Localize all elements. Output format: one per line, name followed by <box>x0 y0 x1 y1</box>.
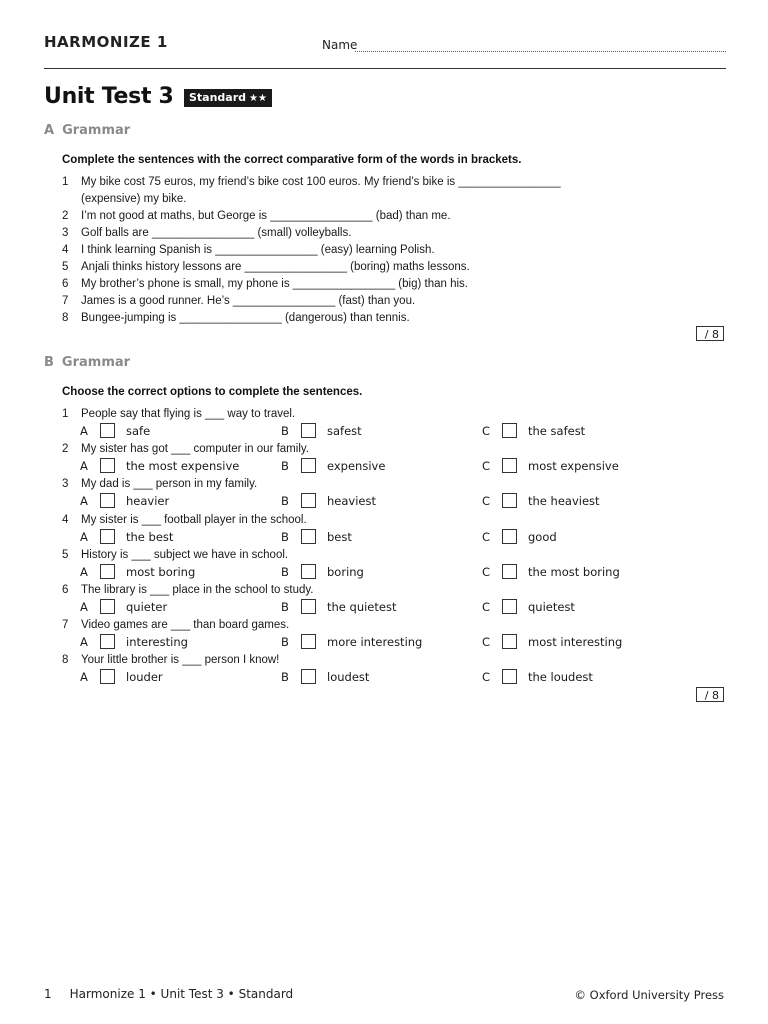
answer-checkbox[interactable] <box>100 564 115 579</box>
option-letter: C <box>482 459 491 474</box>
option-text: safe <box>126 424 151 438</box>
options-row <box>80 423 700 441</box>
option-text: expensive <box>327 459 386 474</box>
brand-logo: HARMONIZE 1 <box>44 33 168 51</box>
badge-label: Standard <box>189 91 247 104</box>
option-letter: B <box>281 600 289 614</box>
option-text: the loudest <box>528 670 593 685</box>
section-a-instruction: Complete the sentences with the correct comparative form of the words in brackets. <box>62 154 522 166</box>
section-b-letter: B <box>44 355 54 370</box>
question-number: 3 <box>62 227 69 239</box>
level-badge <box>184 89 272 107</box>
question-text: My sister has got ___ computer in our family. <box>81 443 309 456</box>
answer-checkbox[interactable] <box>502 599 517 614</box>
option-letter: A <box>80 670 88 685</box>
answer-checkbox[interactable] <box>301 634 316 649</box>
answer-checkbox[interactable] <box>301 564 316 579</box>
question-text: My brother’s phone is small, my phone is ________________ (big) than his. <box>81 278 468 290</box>
option-letter: C <box>482 494 491 509</box>
section-b-score-box: / 8 <box>696 687 724 702</box>
question-text: Video games are ___ than board games. <box>81 619 290 632</box>
section-a-heading <box>44 123 130 138</box>
answer-checkbox[interactable] <box>502 564 517 579</box>
options-row <box>80 529 700 547</box>
option-text: safest <box>327 424 362 438</box>
answer-checkbox[interactable] <box>100 669 115 684</box>
option-text: interesting <box>126 635 188 650</box>
answer-checkbox[interactable] <box>301 458 316 473</box>
question-number: 6 <box>62 584 69 596</box>
option-text: the best <box>126 529 174 544</box>
answer-checkbox[interactable] <box>100 423 115 438</box>
option-letter: A <box>80 635 88 650</box>
option-letter: B <box>281 670 289 685</box>
option-text: best <box>327 529 352 544</box>
options-row <box>80 634 700 652</box>
question-text: History is ___ subject we have in school. <box>81 548 289 561</box>
question-text: My sister is ___ football player in the school. <box>81 513 307 526</box>
answer-checkbox[interactable] <box>502 669 517 684</box>
options-row <box>80 599 700 617</box>
question-text: My bike cost 75 euros, my friend’s bike cost 100 euros. My friend’s bike is ________________ <box>81 176 561 188</box>
question-number: 1 <box>62 176 69 188</box>
question-text: People say that flying is ___ way to travel. <box>81 408 296 420</box>
question-text: I’m not good at maths, but George is ________________ (bad) than me. <box>81 210 451 222</box>
section-b-title: Grammar <box>61 355 131 370</box>
question-number: 5 <box>62 548 69 561</box>
answer-checkbox[interactable] <box>100 458 115 473</box>
option-text: most expensive <box>528 459 619 474</box>
option-letter: A <box>80 564 88 579</box>
option-letter: C <box>482 564 491 579</box>
question-number: 5 <box>62 261 69 273</box>
option-text: loudest <box>327 670 370 685</box>
header-divider <box>44 68 726 69</box>
option-text: good <box>528 529 557 544</box>
option-letter: C <box>482 529 491 544</box>
answer-checkbox[interactable] <box>502 529 517 544</box>
option-text: the quietest <box>327 600 397 614</box>
option-letter: C <box>482 670 491 685</box>
question-number: 3 <box>62 478 69 491</box>
answer-checkbox[interactable] <box>301 529 316 544</box>
option-letter: A <box>80 529 88 544</box>
answer-checkbox[interactable] <box>301 599 316 614</box>
question-number: 4 <box>62 244 69 256</box>
option-text: quietest <box>528 600 575 614</box>
option-text: louder <box>126 670 163 685</box>
question-number: 8 <box>62 312 69 324</box>
question-text: (expensive) my bike. <box>81 193 187 205</box>
name-field[interactable] <box>322 38 726 54</box>
name-label: Name <box>322 38 358 52</box>
option-letter: C <box>482 424 491 438</box>
answer-checkbox[interactable] <box>100 529 115 544</box>
section-b-heading <box>44 355 130 370</box>
question-number: 8 <box>62 654 69 667</box>
section-a-letter: A <box>44 123 55 138</box>
option-letter: B <box>281 635 289 650</box>
option-text: heavier <box>126 494 170 509</box>
page-title: Unit Test 3 <box>44 84 174 109</box>
options-row <box>80 458 700 476</box>
answer-checkbox[interactable] <box>100 599 115 614</box>
answer-checkbox[interactable] <box>301 423 316 438</box>
question-text: My dad is ___ person in my family. <box>81 478 258 491</box>
question-text: I think learning Spanish is ________________ (easy) learning Polish. <box>81 244 435 256</box>
option-text: the most expensive <box>126 459 240 474</box>
option-text: more interesting <box>327 635 423 650</box>
option-letter: A <box>80 424 88 438</box>
option-text: the safest <box>528 424 586 438</box>
question-text: Golf balls are ________________ (small) volleyballs. <box>81 227 352 239</box>
option-letter: C <box>482 600 491 614</box>
section-a-score-box: / 8 <box>696 326 724 341</box>
question-number: 1 <box>62 408 69 420</box>
question-number: 2 <box>62 210 69 222</box>
option-letter: B <box>281 424 289 438</box>
section-b-instruction: Choose the correct options to complete the sentences. <box>62 386 363 398</box>
question-text: James is a good runner. He’s ________________ (fast) than you. <box>81 295 416 307</box>
question-number: 6 <box>62 278 69 290</box>
option-text: quieter <box>126 600 168 614</box>
question-text: Anjali thinks history lessons are ________________ (boring) maths lessons. <box>81 261 470 273</box>
star-icon: ★★ <box>249 93 267 104</box>
question-text: Your little brother is ___ person I know! <box>81 654 280 667</box>
option-text: most boring <box>126 564 196 579</box>
question-number: 7 <box>62 619 69 632</box>
page-number: 1 <box>44 987 52 1001</box>
question-text: Bungee-jumping is ________________ (dangerous) than tennis. <box>81 312 410 324</box>
option-letter: A <box>80 600 88 614</box>
options-row <box>80 564 700 582</box>
options-row <box>80 669 700 687</box>
question-number: 4 <box>62 513 69 526</box>
answer-checkbox[interactable] <box>100 634 115 649</box>
answer-checkbox[interactable] <box>301 493 316 508</box>
option-text: most interesting <box>528 635 623 650</box>
option-letter: B <box>281 459 289 474</box>
name-dotted-line <box>355 51 726 52</box>
answer-checkbox[interactable] <box>100 493 115 508</box>
question-text: The library is ___ place in the school to study. <box>81 584 314 596</box>
answer-checkbox[interactable] <box>502 458 517 473</box>
option-letter: B <box>281 494 289 509</box>
option-text: the most boring <box>528 564 620 579</box>
option-letter: A <box>80 494 88 509</box>
answer-checkbox[interactable] <box>502 423 517 438</box>
option-letter: B <box>281 529 289 544</box>
footer-left <box>44 987 293 1001</box>
answer-checkbox[interactable] <box>502 493 517 508</box>
option-text: the heaviest <box>528 494 600 509</box>
question-number: 7 <box>62 295 69 307</box>
option-letter: A <box>80 459 88 474</box>
answer-checkbox[interactable] <box>301 669 316 684</box>
options-row <box>80 493 700 511</box>
question-number: 2 <box>62 443 69 456</box>
answer-checkbox[interactable] <box>502 634 517 649</box>
option-text: boring <box>327 564 364 579</box>
footer-title: Harmonize 1 • Unit Test 3 • Standard <box>69 987 294 1001</box>
footer-copyright: © Oxford University Press <box>574 988 724 1002</box>
option-text: heaviest <box>327 494 376 509</box>
option-letter: C <box>482 635 491 650</box>
section-a-title: Grammar <box>62 123 131 138</box>
option-letter: B <box>281 564 289 579</box>
